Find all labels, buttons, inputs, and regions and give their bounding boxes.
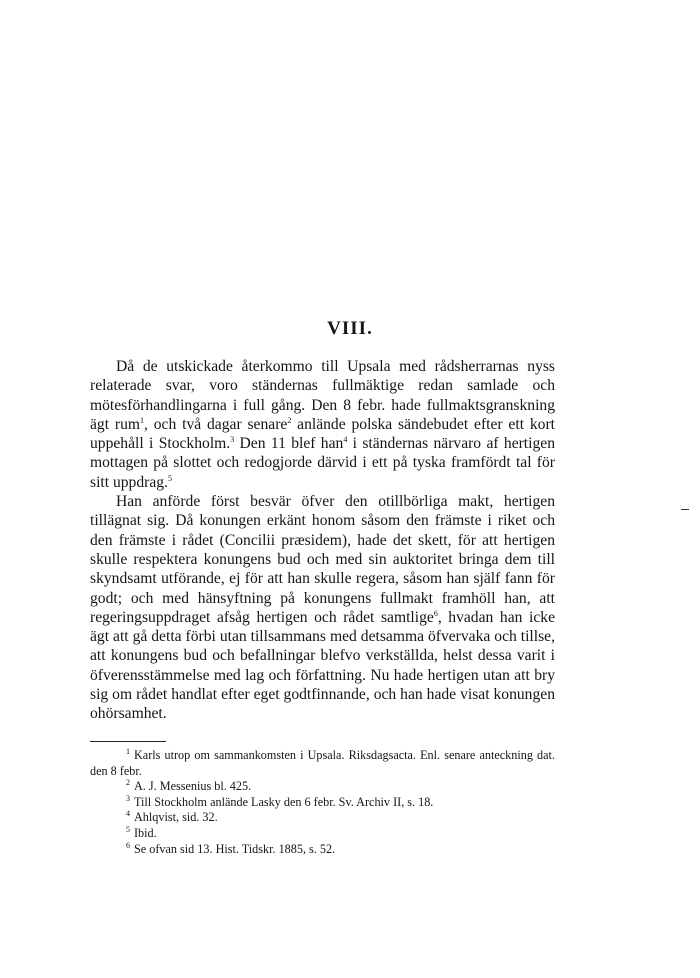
footnote: $^4$ Ahlqvist, sid. 32. — [126, 809, 218, 825]
text-run: , hvadan han icke ägt att gå detta förbi utan tillsammans med detsamma öfvervaka och tillse, att konungens bud och befallningar blefvo verkställda, helst dessa varit i öfverensstämmelse med lag och författning. Nu hade hertigen utan att bry sig om rådet handlat efter eget godtfinnande, och han hade visat konungen ohörsamhet. — [90, 608, 555, 723]
body-text — [90, 357, 555, 724]
footnote: $^5$ Ibid. — [126, 824, 157, 840]
chapter-heading: VIII. — [327, 318, 373, 339]
text-run: , och två dagar senare — [144, 415, 288, 433]
footnote-reference: 3 — [230, 435, 235, 444]
text-run: Han anförde först besvär öfver den otillbörliga makt, hertigen tillägnat sig. Då konungen erkänt honom såsom den främste i riket och den främste i rådet (Concilii præsidem), hade det skett, för att hertigen skulle respektera konungens bud och med sin auktoritet bringa dem till skyndsamt utförande, ej för att han skulle regera, såsom han själf fann för godt; och med hänsyftning på konungens fullmakt framhöll han, att regeringsuppdraget afsåg hertigen och rådet samtlige — [90, 493, 555, 626]
paragraph — [90, 492, 555, 724]
footnote-text: Till Stockholm anlände Lasky den 6 febr. Sv. Archiv II, s. 18. — [134, 794, 434, 809]
footnote: $^1$ Karls utrop om sammankomsten i Upsala. Riksdagsacta. Enl. senare anteckning dat. den 8 febr. — [90, 746, 555, 778]
footnote-reference: 5 — [167, 473, 172, 483]
text-run: i ständernas närvaro af hertigen mottagen på slottet och redogjorde därvid i ett på tyska framfördt tal för sitt uppdrag. — [90, 435, 555, 491]
text-run: anlände polska sändebudet efter ett kort uppehåll i Stockholm. — [90, 415, 555, 453]
footnote-text: Ibid. — [134, 825, 157, 840]
footnote: $^2$ A. J. Messenius bl. 425. — [126, 778, 252, 794]
footnote-reference: 6 — [433, 608, 438, 618]
footnotes — [90, 748, 555, 857]
footnote-reference: 1 — [140, 415, 145, 425]
text-run: Då de utskickade återkommo till Upsala med rådsherrarnas nyss relaterade svar, voro ständernas fullmäktige redan samlade och mötesförhandlingarna i full gång. Den 8 febr. hade fullmaktsgranskning ägt rum — [90, 358, 555, 433]
footnote-reference: 4 — [343, 435, 348, 444]
footnote: $^3$ Till Stockholm anlände Lasky den 6 febr. Sv. Archiv II, s. 18. — [126, 793, 434, 809]
text-run: Den 11 blef han — [234, 435, 344, 453]
footnote-text: Se ofvan sid 13. Hist. Tidskr. 1885, s. 52. — [134, 841, 336, 856]
footnote-reference: 2 — [287, 415, 292, 425]
footnote-text: Ahlqvist, sid. 32. — [134, 810, 218, 825]
paragraph — [90, 357, 555, 492]
footnote: $^6$ Se ofvan sid 13. Hist. Tidskr. 1885, s. 52. — [126, 840, 336, 856]
footnote-text: Karls utrop om sammankomsten i Upsala. Riksdagsacta. Enl. senare anteckning dat. den 8 febr. — [90, 748, 555, 778]
footnote-text: A. J. Messenius bl. 425. — [134, 779, 252, 794]
footnote-divider — [90, 741, 166, 742]
margin-mark — [681, 509, 689, 510]
